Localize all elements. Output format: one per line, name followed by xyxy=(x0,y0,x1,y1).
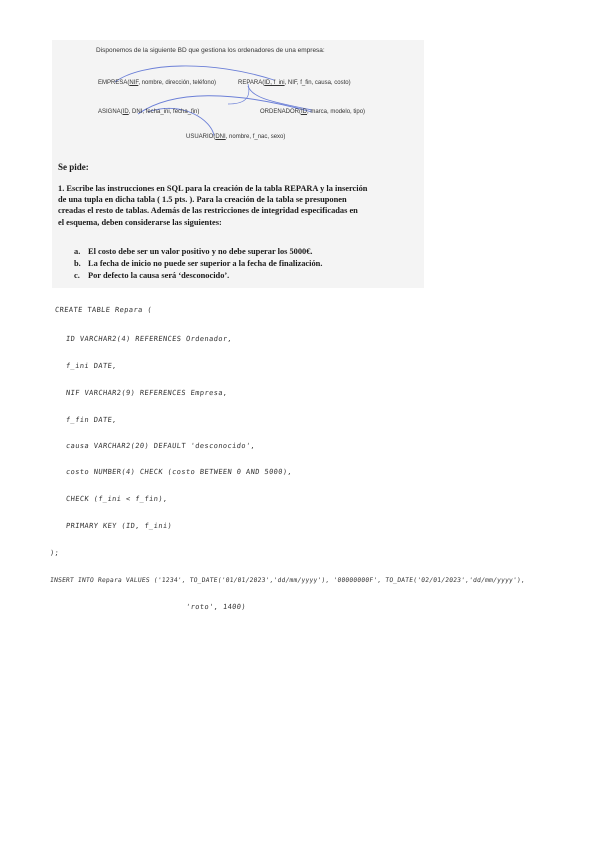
answer-line: f_ini DATE, xyxy=(65,362,118,370)
requirement-marker: c. xyxy=(74,271,80,281)
requirement-text: Por defecto la causa será ‘desconocido’. xyxy=(88,271,230,281)
exercise-scan xyxy=(52,40,424,288)
answer-line: CHECK (f_ini < f_fin), xyxy=(65,495,168,503)
answer-line: NIF VARCHAR2(9) REFERENCES Empresa, xyxy=(65,389,228,397)
relation-empresa: EMPRESA(NIF, nombre, dirección, teléfono) xyxy=(98,80,217,86)
relation-usuario: USUARIO(DNI, nombre, f_nac, sexo) xyxy=(186,134,286,140)
answer-line: causa VARCHAR2(20) DEFAULT 'desconocido', xyxy=(65,442,256,450)
question-line: el esquema, deben considerarse las siguientes: xyxy=(58,217,222,227)
answer-line: PRIMARY KEY (ID, f_ini) xyxy=(65,522,173,530)
answer-line: INSERT INTO Repara VALUES ('1234', TO_DATE('01/01/2023','dd/mm/yyyy'), '00000000F', TO_DATE('02/01/2023','dd/mm/yyyy'), xyxy=(49,577,526,584)
requirement-item xyxy=(74,246,322,258)
question-text xyxy=(58,183,420,228)
answer-line: ); xyxy=(49,549,60,557)
requirement-text: La fecha de inicio no puede ser superior a la fecha de finalización. xyxy=(88,259,323,269)
link-repara-id-ordenador xyxy=(248,86,312,110)
question-line: de una tupla en dicha tabla ( 1.5 pts. ). Para la creación de la tabla se presuponen xyxy=(58,195,347,205)
relation-ordenador: ORDENADOR(ID, marca, modelo, tipo) xyxy=(260,109,366,115)
question-line: creadas el resto de tablas. Además de las restricciones de integridad especificadas en xyxy=(58,206,358,216)
exercise-intro: Disponemos de la siguiente BD que gestiona los ordenadores de una empresa: xyxy=(96,47,325,54)
answer-line: ID VARCHAR2(4) REFERENCES Ordenador, xyxy=(65,335,233,343)
link-repara-id-asigna xyxy=(228,84,249,104)
requirement-marker: b. xyxy=(74,259,81,269)
requirements-list xyxy=(74,246,322,283)
relation-repara: REPARA(ID, f_ini, NIF, f_fin, causa, costo) xyxy=(238,80,351,86)
schema-foreign-key-arrows xyxy=(52,40,424,170)
answer-line: costo NUMBER(4) CHECK (costo BETWEEN 0 AND 5000), xyxy=(65,468,293,476)
answer-line: f_fin DATE, xyxy=(65,416,118,424)
requirement-item xyxy=(74,258,322,270)
requirement-text: El costo debe ser un valor positivo y no debe superar los 5000€. xyxy=(88,247,313,256)
requirement-marker: a. xyxy=(74,247,81,256)
requirement-item xyxy=(74,270,322,282)
answer-line: 'roto', 1400) xyxy=(185,603,247,611)
relation-asigna: ASIGNA(ID, DNI, fecha_ini, fecha_fin) xyxy=(98,109,200,115)
answer-line: CREATE TABLE Repara ( xyxy=(54,306,153,314)
se-pide-heading: Se pide: xyxy=(58,162,89,172)
question-line: 1. Escribe las instrucciones en SQL para la creación de la tabla REPARA y la inserción xyxy=(58,184,368,193)
